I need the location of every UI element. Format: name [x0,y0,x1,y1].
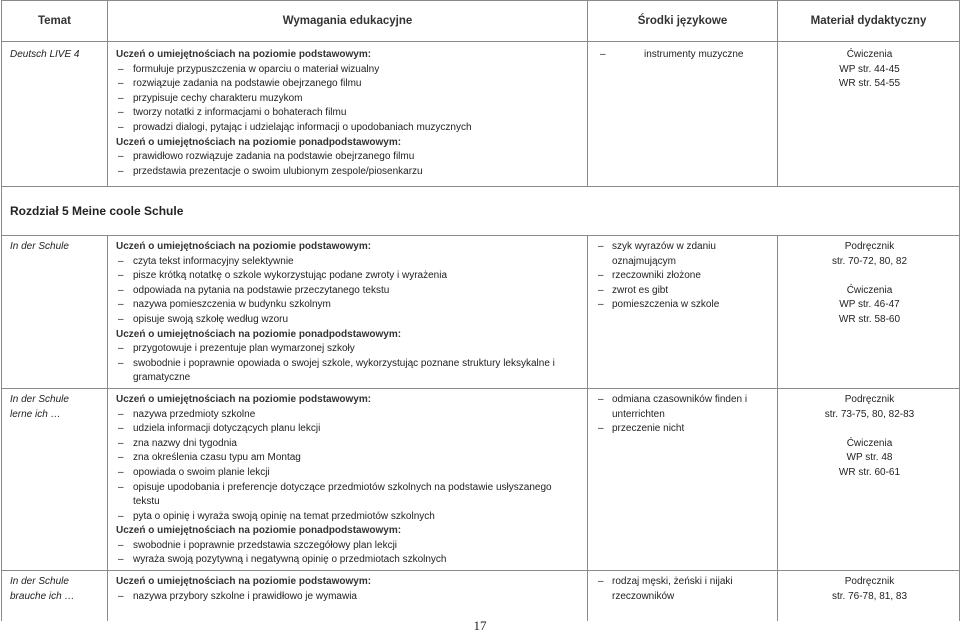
advanced-skill-list [116,150,581,179]
material-line: WP str. 48 [846,452,893,464]
skill-item: – przedstawia prezentacje o swoim ulubionym zespole/piosenkarzu [116,165,581,180]
material-line: WR str. 60-61 [838,466,901,478]
advanced-level-label: Uczeń o umiejętnościach na poziomie ponadpodstawowym: [116,328,402,340]
material-line: str. 73-75, 80, 82-83 [824,408,915,420]
topic-cell [2,388,108,570]
advanced-skill-list [116,342,581,386]
language-list [596,575,771,604]
table-row [2,42,960,187]
skill-item: – zna nazwy dni tygodnia [116,437,581,452]
skill-item: – nazywa przedmioty szkolne [116,408,581,423]
material-line: WP str. 46-47 [839,299,900,311]
language-item: – zwrot es gibt [596,284,771,299]
header-topic: Temat [2,1,108,42]
requirements-cell [108,388,588,570]
material-line: str. 76-78, 81, 83 [831,590,908,602]
basic-skill-list [116,590,581,605]
skill-item: – prawidłowo rozwiązuje zadania na podstawie obejrzanego filmu [116,150,581,165]
basic-level-label: Uczeń o umiejętnościach na poziomie podstawowym: [116,576,372,588]
basic-skill-list [116,63,581,136]
skill-item: – odpowiada na pytania na podstawie przeczytanego tekstu [116,284,581,299]
topic-line: lerne ich … [10,408,61,420]
basic-skill-list [116,255,581,328]
material-line: Podręcznik [844,576,895,588]
header-row [2,1,960,42]
topic-cell [2,42,108,187]
header-materials: Materiał dydaktyczny [778,1,960,42]
material-line: Podręcznik [844,241,895,252]
topic-line: brauche ich … [10,590,75,602]
language-item: – przeczenie nicht [596,422,771,437]
material-gap [786,269,953,284]
basic-level-label: Uczeń o umiejętnościach na poziomie podstawowym: [116,241,372,252]
basic-level-label: Uczeń o umiejętnościach na poziomie podstawowym: [116,49,372,60]
topic-line: In der Schule [10,393,69,405]
advanced-skill-list [116,539,581,568]
material-line: Ćwiczenia [846,284,893,296]
language-cell [588,388,778,570]
chapter-title: Rozdział 5 Meine coole Schule [2,187,960,236]
skill-item: – rozwiązuje zadania na podstawie obejrzanego filmu [116,77,581,92]
topic-line: In der Schule [10,576,69,588]
materials-cell [778,571,960,622]
language-list [596,48,771,63]
skill-item: – wyraża swoją pozytywną i negatywną opinię o przedmiotach szkolnych [116,553,581,568]
skill-item: – opisuje swoją szkołę według wzoru [116,313,581,328]
language-list [596,393,771,437]
requirements-cell [108,571,588,622]
language-item: – rzeczowniki złożone [596,269,771,284]
language-item: – pomieszczenia w szkole [596,298,771,313]
advanced-level-label: Uczeń o umiejętnościach na poziomie ponadpodstawowym: [116,525,402,537]
skill-item: – udziela informacji dotyczących planu lekcji [116,422,581,437]
topic-cell [2,571,108,622]
skill-item: – opisuje upodobania i preferencje dotyczące przedmiotów szkolnych na podstawie usłyszanego tekstu [116,481,581,510]
skill-item: – tworzy notatki z informacjami o bohaterach filmu [116,106,581,121]
chapter-row [2,187,960,236]
material-line: str. 70-72, 80, 82 [831,255,908,267]
material-line: WR str. 54-55 [838,78,901,90]
language-item: – odmiana czasowników finden i unterrichten [596,393,771,422]
header-language: Środki językowe [588,1,778,42]
material-line: Podręcznik [844,393,895,405]
basic-skill-list [116,408,581,525]
table-row [2,236,960,389]
requirements-cell [108,236,588,389]
header-requirements: Wymagania edukacyjne [108,1,588,42]
skill-item: – zna określenia czasu typu am Montag [116,451,581,466]
skill-item: – czyta tekst informacyjny selektywnie [116,255,581,270]
basic-level-label: Uczeń o umiejętnościach na poziomie podstawowym: [116,393,372,405]
skill-item: – nazywa pomieszczenia w budynku szkolnym [116,298,581,313]
table-row [2,388,960,570]
page-number: 17 [473,618,487,633]
material-gap [786,422,953,437]
skill-item: – nazywa przybory szkolne i prawidłowo je wymawia [116,590,581,605]
curriculum-table [1,0,960,621]
topic-line: In der Schule [10,241,69,252]
skill-item: – formułuje przypuszczenia w oparciu o materiał wizualny [116,63,581,78]
skill-item: – swobodnie i poprawnie opowiada o swojej szkole, wykorzystując poznane struktury leksykalne i gramatyczne [116,357,581,386]
skill-item: – swobodnie i poprawnie przedstawia szczegółowy plan lekcji [116,539,581,554]
materials-cell [778,42,960,187]
materials-cell [778,388,960,570]
language-item: – szyk wyrazów w zdaniu oznajmującym [596,240,771,269]
skill-item: – prowadzi dialogi, pytając i udzielając informacji o upodobaniach muzycznych [116,121,581,136]
skill-item: – opowiada o swoim planie lekcji [116,466,581,481]
requirements-cell [108,42,588,187]
skill-item: – przypisuje cechy charakteru muzykom [116,92,581,107]
table-row [2,571,960,622]
language-cell [588,571,778,622]
topic-line: Deutsch LIVE 4 [10,49,80,60]
material-line: WP str. 44-45 [839,63,900,75]
language-cell [588,236,778,389]
language-cell [588,42,778,187]
language-list [596,240,771,313]
language-item: – instrumenty muzyczne [596,48,771,63]
skill-item: – pyta o opinię i wyraża swoją opinię na temat przedmiotów szkolnych [116,510,581,525]
skill-item: – pisze krótką notatkę o szkole wykorzystując podane zwroty i wyrażenia [116,269,581,284]
material-line: Ćwiczenia [846,49,893,60]
material-line: WR str. 58-60 [838,313,901,325]
material-line: Ćwiczenia [846,437,893,449]
skill-item: – przygotowuje i prezentuje plan wymarzonej szkoły [116,342,581,357]
materials-cell [778,236,960,389]
advanced-level-label: Uczeń o umiejętnościach na poziomie ponadpodstawowym: [116,136,402,148]
topic-cell [2,236,108,389]
language-item: – rodzaj męski, żeński i nijaki rzeczowników [596,575,771,604]
